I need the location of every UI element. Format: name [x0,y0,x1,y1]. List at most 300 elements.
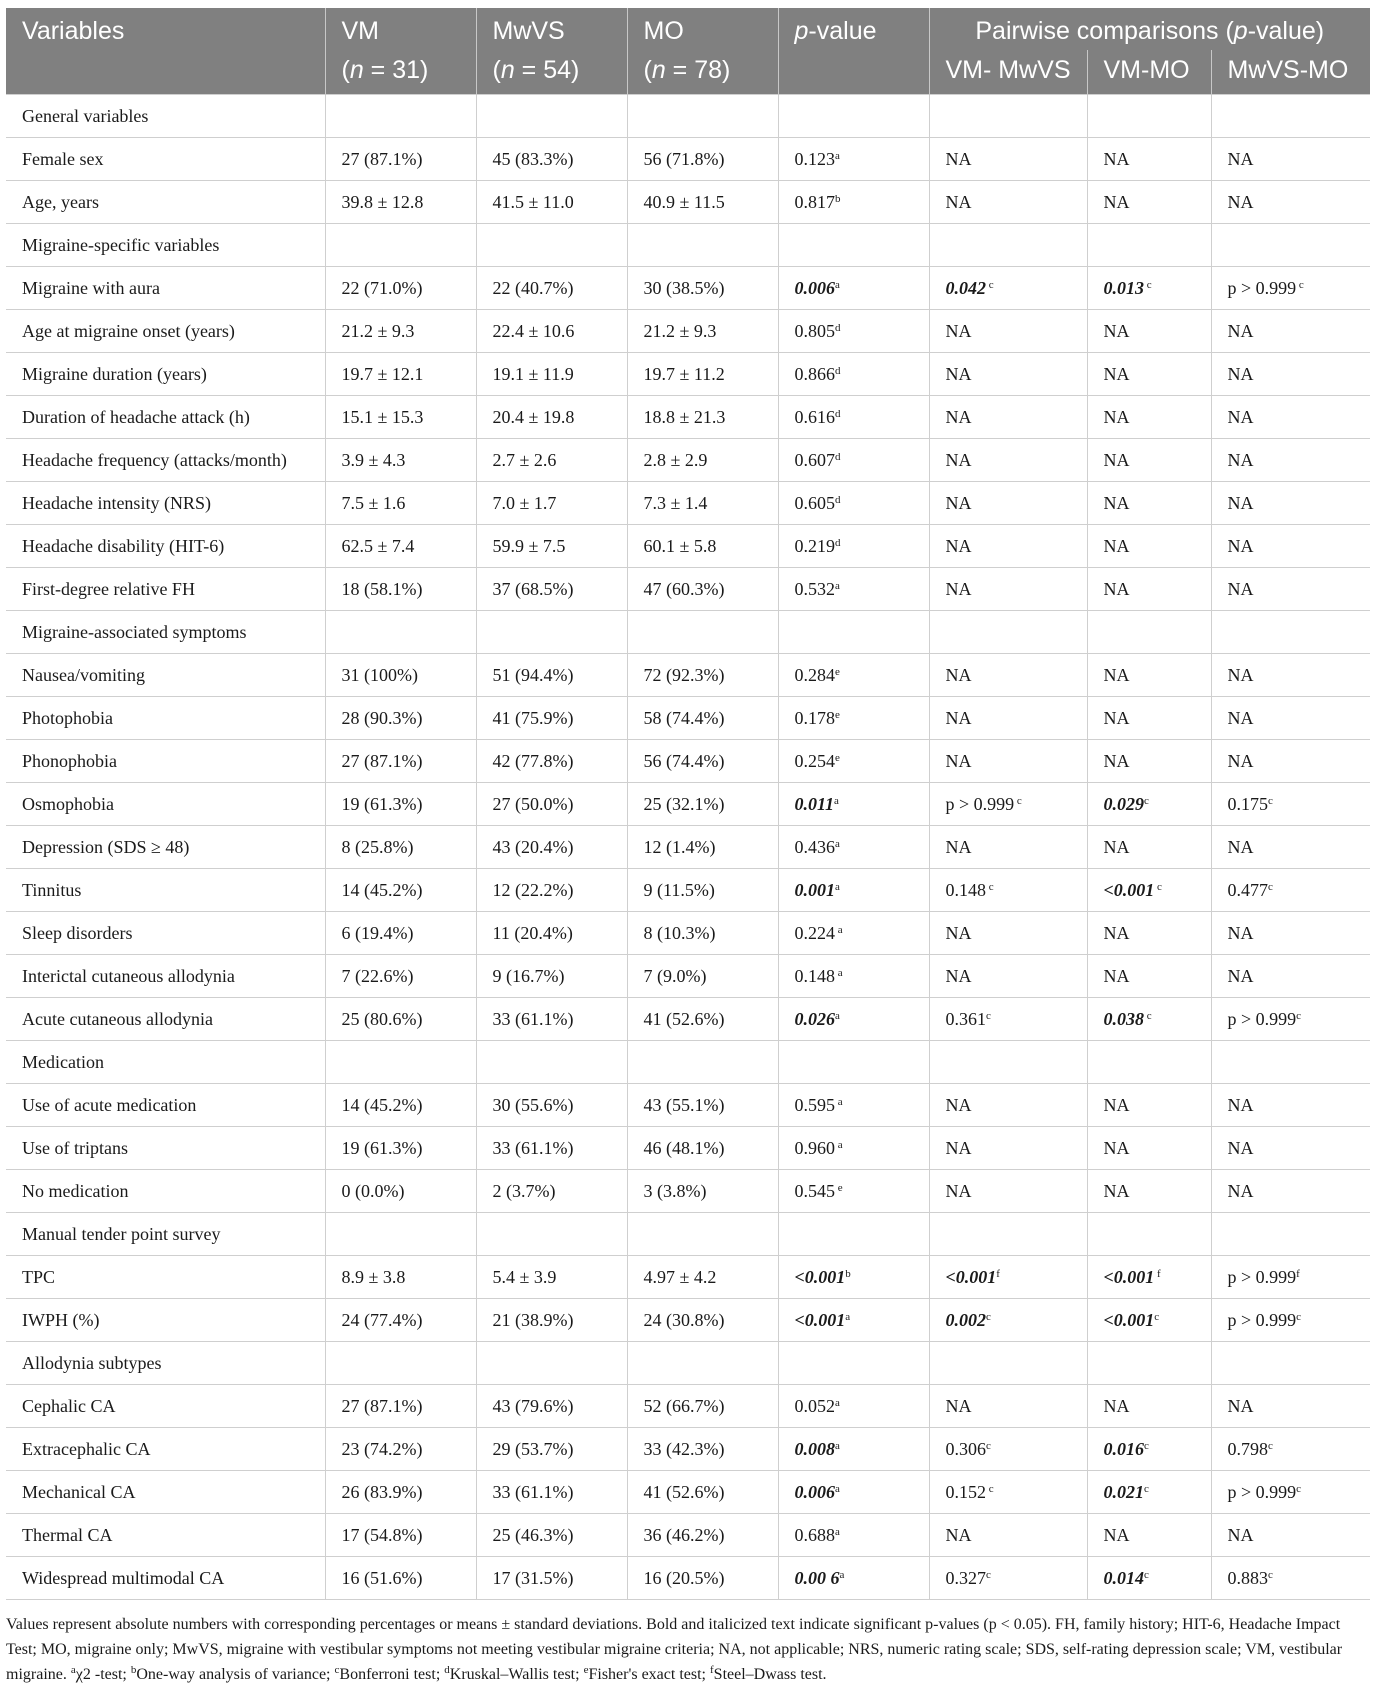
vm-mo-cell [1087,1471,1211,1514]
mwvs-mo-cell [1211,138,1370,181]
vm-mo-cell [1087,181,1211,224]
footnote-test-text: One-way analysis of variance; [136,1666,331,1683]
p-value-cell-superscript: e [835,751,840,764]
vm-mo-cell-sup-wrap [1154,1268,1160,1280]
cell-mwvs: 43 (20.4%) [476,826,627,869]
vm-mo-cell-value: NA [1103,535,1130,556]
vm-mwvs-cell-value: <0.001 [945,1266,997,1287]
empty-cell [1087,224,1211,267]
n-open: ( [492,55,501,84]
mwvs-mo-cell-value: NA [1227,836,1254,857]
p-value-cell-sup-wrap [835,924,843,936]
cell-mo: 52 (66.7%) [627,1385,778,1428]
vm-mo-cell-value: 0.014 [1103,1567,1144,1588]
p-value-cell [778,1471,929,1514]
footnote-main: Values represent absolute numbers with corresponding percentages or means ± standard deviations. Bold and italicized text indicate significant p-values (p < 0.05). FH, family history; HIT-6, Headache Impact Test; MO, migraine only; MwVS, migraine with vestibular symptoms not meeting vestibular migraine criteria; NA, not applicable; NRS, numeric rating scale; SDS, self-rating depression scale; VM, vestibular migraine. [6,1616,1343,1683]
header-pairwise [929,8,1370,50]
table-footnote [6,1612,1370,1687]
p-value-cell-superscript: a [835,579,840,592]
mwvs-mo-cell-value: NA [1227,1180,1254,1201]
cell-vm: 0 (0.0%) [325,1170,476,1213]
vm-mwvs-cell-value: NA [945,664,972,685]
vm-mo-cell-value: NA [1103,750,1130,771]
table-row [6,525,1370,568]
mwvs-mo-cell [1211,955,1370,998]
vm-mo-cell-superscript: c [1154,880,1162,893]
vm-mo-cell [1087,1385,1211,1428]
mwvs-mo-cell [1211,869,1370,912]
row-label: Use of acute medication [6,1084,325,1127]
section-title: Allodynia subtypes [6,1342,325,1385]
mwvs-mo-cell-value: NA [1227,406,1254,427]
vm-mo-cell [1087,955,1211,998]
cell-vm: 8 (25.8%) [325,826,476,869]
mwvs-mo-cell [1211,396,1370,439]
vm-mwvs-cell [929,353,1087,396]
empty-cell [929,611,1087,654]
row-label: Duration of headache attack (h) [6,396,325,439]
mwvs-mo-cell-value: NA [1227,707,1254,728]
n-symbol: n [349,55,364,84]
p-value-cell [778,998,929,1041]
empty-cell [1087,1041,1211,1084]
cell-mo: 7 (9.0%) [627,955,778,998]
vm-mo-cell-superscript: c [1144,1482,1149,1495]
vm-mwvs-cell-value: NA [945,1395,972,1416]
vm-mo-cell [1087,826,1211,869]
p-value-cell-value: 0.436 [794,836,835,857]
table-row [6,396,1370,439]
vm-mo-cell [1087,1084,1211,1127]
table-row [6,439,1370,482]
table-row [6,1557,1370,1600]
p-value-cell-value: 0.817 [794,191,835,212]
p-value-cell [778,482,929,525]
vm-mwvs-cell-superscript: c [986,880,994,893]
vm-mo-cell [1087,1557,1211,1600]
mwvs-mo-cell [1211,740,1370,783]
empty-cell [1087,611,1211,654]
p-value-cell [778,353,929,396]
p-value-cell-sup-wrap [835,537,841,549]
mwvs-mo-cell [1211,1471,1370,1514]
p-value-cell [778,568,929,611]
p-value-cell-value: 0.607 [794,449,835,470]
cell-vm: 8.9 ± 3.8 [325,1256,476,1299]
vm-mwvs-cell [929,697,1087,740]
table-header [6,8,1370,95]
empty-cell [1211,611,1370,654]
p-value-cell [778,740,929,783]
row-label: Acute cutaneous allodynia [6,998,325,1041]
mwvs-mo-cell-sup-wrap [1268,795,1273,807]
cell-mwvs: 19.1 ± 11.9 [476,353,627,396]
vm-mwvs-cell [929,1170,1087,1213]
empty-cell [929,1213,1087,1256]
cell-vm: 27 (87.1%) [325,1385,476,1428]
mwvs-mo-cell-superscript: c [1296,1310,1302,1323]
p-value-cell-superscript: a [835,1138,843,1151]
header-row-2 [6,50,1370,95]
mwvs-mo-cell-superscript: c [1268,1439,1273,1452]
vm-mwvs-cell [929,267,1087,310]
vm-mwvs-cell-superscript: c [986,1482,994,1495]
mwvs-mo-cell-value: NA [1227,1524,1254,1545]
header-pairwise-pre: Pairwise comparisons ( [975,16,1234,45]
cell-mo: 60.1 ± 5.8 [627,525,778,568]
empty-cell [778,1213,929,1256]
cell-vm: 16 (51.6%) [325,1557,476,1600]
cell-vm: 6 (19.4%) [325,912,476,955]
header-n-vm [325,50,476,95]
table-row [6,1385,1370,1428]
row-label: TPC [6,1256,325,1299]
mwvs-mo-cell [1211,1514,1370,1557]
table-row [6,912,1370,955]
p-value-cell-superscript: a [835,837,840,850]
mwvs-mo-cell [1211,1127,1370,1170]
p-value-cell-value: 0.148 [794,965,835,986]
section-title: General variables [6,95,325,138]
p-value-cell-value: 0.688 [794,1524,835,1545]
vm-mwvs-cell-value: NA [945,449,972,470]
vm-mo-cell-sup-wrap [1144,795,1149,807]
mwvs-mo-cell-value: NA [1227,363,1254,384]
vm-mwvs-cell-value: NA [945,922,972,943]
p-value-cell-value: 0.595 [794,1094,835,1115]
vm-mwvs-cell [929,1428,1087,1471]
mwvs-mo-cell-value: 0.477 [1227,879,1268,900]
p-value-cell [778,654,929,697]
n-mo-value: 78 [694,55,723,84]
vm-mo-cell-value: NA [1103,965,1130,986]
vm-mo-cell [1087,697,1211,740]
empty-cell [778,95,929,138]
table-row [6,783,1370,826]
vm-mo-cell-value: NA [1103,148,1130,169]
mwvs-mo-cell [1211,439,1370,482]
p-value-cell [778,1514,929,1557]
empty-cell [325,224,476,267]
row-label: Osmophobia [6,783,325,826]
p-value-cell-value: 0.254 [794,750,835,771]
mwvs-mo-cell [1211,1385,1370,1428]
vm-mo-cell-value: NA [1103,1094,1130,1115]
p-value-cell [778,1256,929,1299]
cell-mo: 33 (42.3%) [627,1428,778,1471]
p-value-cell-value: 0.805 [794,320,835,341]
vm-mo-cell-value: 0.016 [1103,1438,1144,1459]
cell-mwvs: 2 (3.7%) [476,1170,627,1213]
cell-mwvs: 42 (77.8%) [476,740,627,783]
cell-mo: 25 (32.1%) [627,783,778,826]
p-value-cell-value: <0.001 [794,1309,846,1330]
vm-mwvs-cell [929,1557,1087,1600]
header-vm-mwvs: VM- MwVS [929,50,1087,95]
vm-mwvs-cell [929,912,1087,955]
cell-vm: 7 (22.6%) [325,955,476,998]
empty-cell [1211,95,1370,138]
p-value-cell-value: 0.026 [794,1008,835,1029]
p-value-cell-value: 0.532 [794,578,835,599]
footnote-tests [71,1666,827,1683]
p-value-cell [778,783,929,826]
p-value-cell-sup-wrap [834,795,839,807]
vm-mo-cell-value: NA [1103,1395,1130,1416]
vm-mo-cell [1087,138,1211,181]
cell-mo: 8 (10.3%) [627,912,778,955]
cell-mwvs: 21 (38.9%) [476,1299,627,1342]
vm-mwvs-cell-value: NA [945,1524,972,1545]
row-label: Tinnitus [6,869,325,912]
p-value-cell-sup-wrap [835,666,840,678]
empty-cell [929,1342,1087,1385]
vm-mo-cell [1087,267,1211,310]
empty-cell [1211,1213,1370,1256]
vm-mo-cell-sup-wrap [1154,881,1162,893]
cell-mo: 21.2 ± 9.3 [627,310,778,353]
row-label: No medication [6,1170,325,1213]
empty-cell [476,611,627,654]
cell-mo: 72 (92.3%) [627,654,778,697]
cell-vm: 28 (90.3%) [325,697,476,740]
header-mwvs-mo: MwVS-MO [1211,50,1370,95]
mwvs-mo-cell [1211,525,1370,568]
table-row [6,181,1370,224]
p-value-cell-sup-wrap [845,1268,851,1280]
p-value-cell-sup-wrap [835,150,840,162]
p-value-cell-sup-wrap [835,967,843,979]
p-value-cell-sup-wrap [835,1096,843,1108]
vm-mo-cell-value: NA [1103,449,1130,470]
row-label: Mechanical CA [6,1471,325,1514]
table-row [6,654,1370,697]
empty-cell [929,224,1087,267]
cell-vm: 3.9 ± 4.3 [325,439,476,482]
table-row [6,1127,1370,1170]
mwvs-mo-cell [1211,1256,1370,1299]
row-label: Sleep disorders [6,912,325,955]
vm-mwvs-cell-value: NA [945,363,972,384]
p-value-cell-value: 0.008 [794,1438,835,1459]
cell-mwvs: 45 (83.3%) [476,138,627,181]
cell-mwvs: 30 (55.6%) [476,1084,627,1127]
vm-mwvs-cell [929,181,1087,224]
n-open: ( [643,55,652,84]
p-value-cell-value: 0.866 [794,363,835,384]
cell-mo: 46 (48.1%) [627,1127,778,1170]
table-row [6,568,1370,611]
mwvs-mo-cell-value: NA [1227,449,1254,470]
vm-mo-cell-value: NA [1103,836,1130,857]
empty-cell [778,611,929,654]
p-value-cell-superscript: d [835,321,841,334]
mwvs-mo-cell-value: NA [1227,1395,1254,1416]
p-value-cell-superscript: d [835,536,841,549]
vm-mo-cell-sup-wrap [1154,1311,1159,1323]
vm-mwvs-cell-sup-wrap [1014,795,1022,807]
vm-mo-cell-value: NA [1103,363,1130,384]
empty-cell [1211,1041,1370,1084]
mwvs-mo-cell [1211,267,1370,310]
vm-mwvs-cell-superscript: f [996,1267,1000,1280]
empty-cell [476,95,627,138]
p-value-cell [778,1385,929,1428]
vm-mwvs-cell [929,310,1087,353]
row-label: Depression (SDS ≥ 48) [6,826,325,869]
mwvs-mo-cell-value: NA [1227,148,1254,169]
vm-mo-cell [1087,1127,1211,1170]
vm-mo-cell-value: NA [1103,922,1130,943]
vm-mwvs-cell-sup-wrap [986,1440,991,1452]
n-symbol: n [500,55,515,84]
p-value-cell [778,439,929,482]
p-value-cell-superscript: a [835,923,843,936]
n-equals: = [665,55,695,84]
cell-mo: 41 (52.6%) [627,998,778,1041]
vm-mwvs-cell-value: NA [945,148,972,169]
vm-mo-cell [1087,740,1211,783]
p-value-cell-sup-wrap [835,494,841,506]
mwvs-mo-cell-sup-wrap [1296,1010,1301,1022]
vm-mo-cell-sup-wrap [1144,1440,1149,1452]
cell-mo: 7.3 ± 1.4 [627,482,778,525]
cell-mwvs: 12 (22.2%) [476,869,627,912]
p-value-cell-sup-wrap [835,752,840,764]
row-label: Migraine with aura [6,267,325,310]
p-value-cell-sup-wrap [835,1440,840,1452]
table-row [6,740,1370,783]
results-table-container [6,8,1370,1687]
vm-mo-cell [1087,998,1211,1041]
cell-mo: 41 (52.6%) [627,1471,778,1514]
vm-mo-cell [1087,353,1211,396]
vm-mwvs-cell-value: 0.042 [945,277,986,298]
p-value-cell-superscript: a [835,966,843,979]
vm-mo-cell-value: NA [1103,1180,1130,1201]
header-variables: Variables [6,8,325,50]
row-label: First-degree relative FH [6,568,325,611]
cell-mwvs: 20.4 ± 19.8 [476,396,627,439]
mwvs-mo-cell-sup-wrap [1296,279,1304,291]
cell-mwvs: 11 (20.4%) [476,912,627,955]
cell-vm: 26 (83.9%) [325,1471,476,1514]
p-value-cell [778,138,929,181]
mwvs-mo-cell-value: NA [1227,191,1254,212]
vm-mwvs-cell [929,1514,1087,1557]
vm-mo-cell-sup-wrap [1144,1010,1152,1022]
p-value-cell [778,1557,929,1600]
mwvs-mo-cell [1211,568,1370,611]
empty-cell [627,1041,778,1084]
vm-mo-cell-value: <0.001 [1103,1309,1155,1330]
mwvs-mo-cell-value: NA [1227,578,1254,599]
n-equals: = [514,55,544,84]
header-vm-mo: VM-MO [1087,50,1211,95]
p-value-cell-sup-wrap [835,881,840,893]
vm-mwvs-cell [929,1385,1087,1428]
mwvs-mo-cell [1211,310,1370,353]
empty-cell [476,224,627,267]
row-label: Thermal CA [6,1514,325,1557]
empty-cell [1211,224,1370,267]
p-value-cell-value: 0.006 [794,277,835,298]
cell-vm: 24 (77.4%) [325,1299,476,1342]
footnote-superscript: f [710,1664,714,1676]
p-value-cell-superscript: a [835,880,840,893]
n-close: ) [571,55,580,84]
table-row [6,998,1370,1041]
cell-mo: 4.97 ± 4.2 [627,1256,778,1299]
section-row [6,224,1370,267]
vm-mwvs-cell-superscript: c [986,1439,991,1452]
cell-mo: 19.7 ± 11.2 [627,353,778,396]
n-vm-value: 31 [392,55,421,84]
mwvs-mo-cell-sup-wrap [1296,1311,1301,1323]
header-n-mo [627,50,778,95]
p-value-cell [778,1428,929,1471]
mwvs-mo-cell [1211,998,1370,1041]
n-symbol: n [651,55,666,84]
vm-mwvs-cell-value: 0.306 [945,1438,986,1459]
mwvs-mo-cell-value: NA [1227,664,1254,685]
vm-mo-cell [1087,1170,1211,1213]
p-value-cell-superscript: d [835,493,841,506]
empty-cell [627,1213,778,1256]
mwvs-mo-cell [1211,783,1370,826]
p-value-cell-sup-wrap [835,279,840,291]
vm-mwvs-cell-value: NA [945,578,972,599]
vm-mwvs-cell-value: NA [945,492,972,513]
vm-mwvs-cell-superscript: c [986,1568,991,1581]
p-value-cell [778,697,929,740]
p-value-cell-sup-wrap [835,709,840,721]
vm-mwvs-cell-value: NA [945,406,972,427]
vm-mwvs-cell-value: 0.148 [945,879,986,900]
cell-mwvs: 17 (31.5%) [476,1557,627,1600]
cell-vm: 31 (100%) [325,654,476,697]
vm-mo-cell [1087,439,1211,482]
empty-cell [929,95,1087,138]
vm-mwvs-cell-value: NA [945,320,972,341]
p-value-cell-sup-wrap [840,1569,845,1581]
p-value-cell-value: 0.960 [794,1137,835,1158]
p-value-cell [778,310,929,353]
mwvs-mo-cell-value: p > 0.999 [1227,1008,1297,1029]
vm-mwvs-cell [929,869,1087,912]
cell-vm: 19 (61.3%) [325,783,476,826]
vm-mo-cell-superscript: c [1144,1009,1152,1022]
mwvs-mo-cell-value: NA [1227,1137,1254,1158]
table-row [6,1299,1370,1342]
cell-mo: 24 (30.8%) [627,1299,778,1342]
p-value-cell-value: 0.605 [794,492,835,513]
row-label: Age, years [6,181,325,224]
section-title: Migraine-associated symptoms [6,611,325,654]
mwvs-mo-cell [1211,1557,1370,1600]
mwvs-mo-cell-sup-wrap [1268,1440,1273,1452]
p-value-cell-value: 0.006 [794,1481,835,1502]
mwvs-mo-cell [1211,1299,1370,1342]
row-label: Interictal cutaneous allodynia [6,955,325,998]
p-value-cell-superscript: e [835,1181,843,1194]
p-value-cell-sup-wrap [835,451,841,463]
vm-mwvs-cell [929,1127,1087,1170]
table-row [6,482,1370,525]
mwvs-mo-cell-value: NA [1227,965,1254,986]
mwvs-mo-cell [1211,1428,1370,1471]
header-pairwise-post: -value) [1247,16,1325,45]
